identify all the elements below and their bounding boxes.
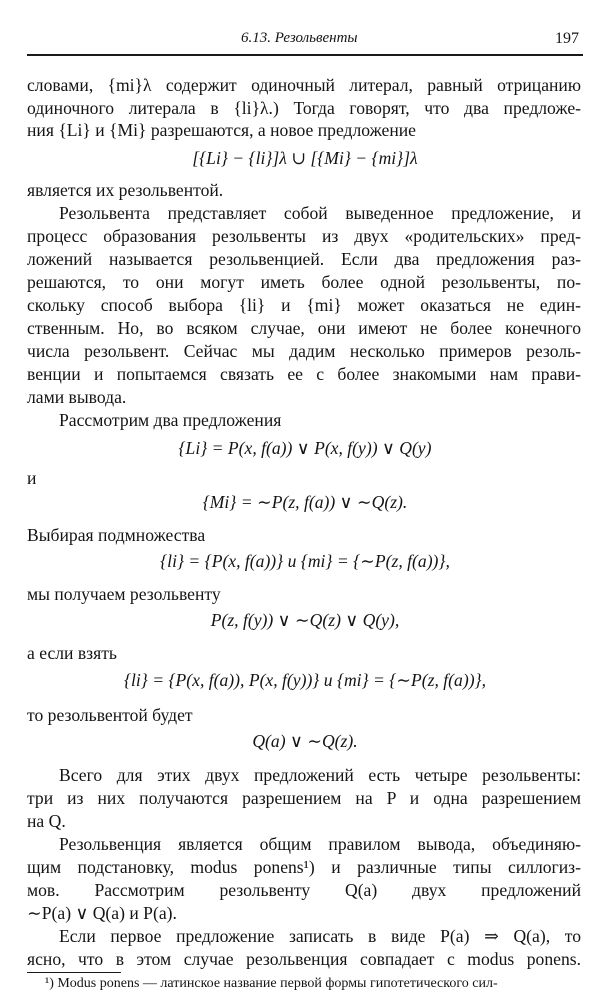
formula-M: {Mi} = ∼P(z, f(a)) ∨ ∼Q(z).	[202, 492, 408, 512]
text-line: и	[27, 468, 37, 488]
text-line: Выбирая подмножества	[27, 525, 206, 545]
formula-L: {Li} = P(x, f(a)) ∨ P(x, f(y)) ∨ Q(y)	[178, 438, 432, 458]
text-line: три из них получаются разрешением на P и одна разрешением	[27, 788, 581, 808]
text-line: Резольвента представляет собой выведенное предложение, и	[59, 203, 581, 223]
text-line: процесс образования резольвенты из двух «родительских» пред-	[27, 226, 581, 246]
page-number: 197	[555, 30, 579, 47]
text-line: Всего для этих двух предложений есть четыре резольвенты:	[59, 765, 581, 785]
text-line: ∼P(a) ∨ Q(a) и P(a).	[27, 903, 177, 923]
text-line: венции и попытаемся связать ее с более знакомыми нам прави-	[27, 364, 581, 384]
text-line: скольку способ выбора {li} и {mi} может оказаться не един-	[27, 295, 581, 315]
text-line: числа резольвент. Сейчас мы дадим несколько примеров резоль-	[27, 341, 581, 361]
text-line: лами вывода.	[27, 387, 127, 407]
formula-resolvent-1: P(z, f(y)) ∨ ∼Q(z) ∨ Q(y),	[210, 610, 400, 630]
text-line: мы получаем резольвенту	[27, 584, 221, 604]
header-rule	[27, 54, 583, 56]
text-line: решаются, то они могут иметь более одной резольвенты, по-	[27, 272, 581, 292]
text-line: Резольвенция является общим правилом вывода, объединяю-	[59, 834, 581, 854]
text-line: словами, {mi}λ содержит одиночный литерал, равный отрицанию	[27, 75, 581, 95]
text-line: является их резольвентой.	[27, 180, 224, 200]
formula-resolvent: [{Li} − {li}]λ ∪ [{Mi} − {mi}]λ	[192, 148, 418, 168]
text-line: ложений называется резольвенцией. Если два предложения раз-	[27, 249, 581, 269]
footnote-line: ¹) Modus ponens — латинское название первой формы гипотетического сил-	[45, 976, 498, 991]
section-title: 6.13. Резольвенты	[241, 30, 358, 46]
text-line: Рассмотрим два предложения	[59, 410, 282, 430]
text-line: одиночного литерала в {li}λ.) Тогда говорят, что два предложе-	[27, 98, 581, 118]
running-header	[27, 30, 581, 52]
footnote-rule	[27, 972, 121, 973]
text-line: ния {Li} и {Mi} разрешаются, а новое предложение	[27, 120, 416, 140]
text-line: на Q.	[27, 811, 66, 831]
text-line: щим подстановку, modus ponens¹) и различные типы силлогиз-	[27, 857, 581, 877]
text-line: а если взять	[27, 643, 117, 663]
formula-subsets-2: {li} = {P(x, f(a)), P(x, f(y))} и {mi} = {∼P(z, f(a))},	[124, 670, 486, 690]
formula-resolvent-2: Q(a) ∨ ∼Q(z).	[252, 731, 358, 751]
text-line: то резольвентой будет	[27, 705, 193, 725]
formula-subsets-1: {li} = {P(x, f(a))} и {mi} = {∼P(z, f(a))},	[160, 551, 450, 571]
text-line: ственным. Но, во всяком случае, они имеют не более конечного	[27, 318, 581, 338]
text-line: мов. Рассмотрим резольвенту Q(a) двух предложений	[27, 880, 581, 900]
text-line: Если первое предложение записать в виде P(a) ⇒ Q(a), то	[59, 926, 581, 946]
text-line: ясно, что в этом случае резольвенция совпадает с modus ponens.	[27, 949, 581, 969]
